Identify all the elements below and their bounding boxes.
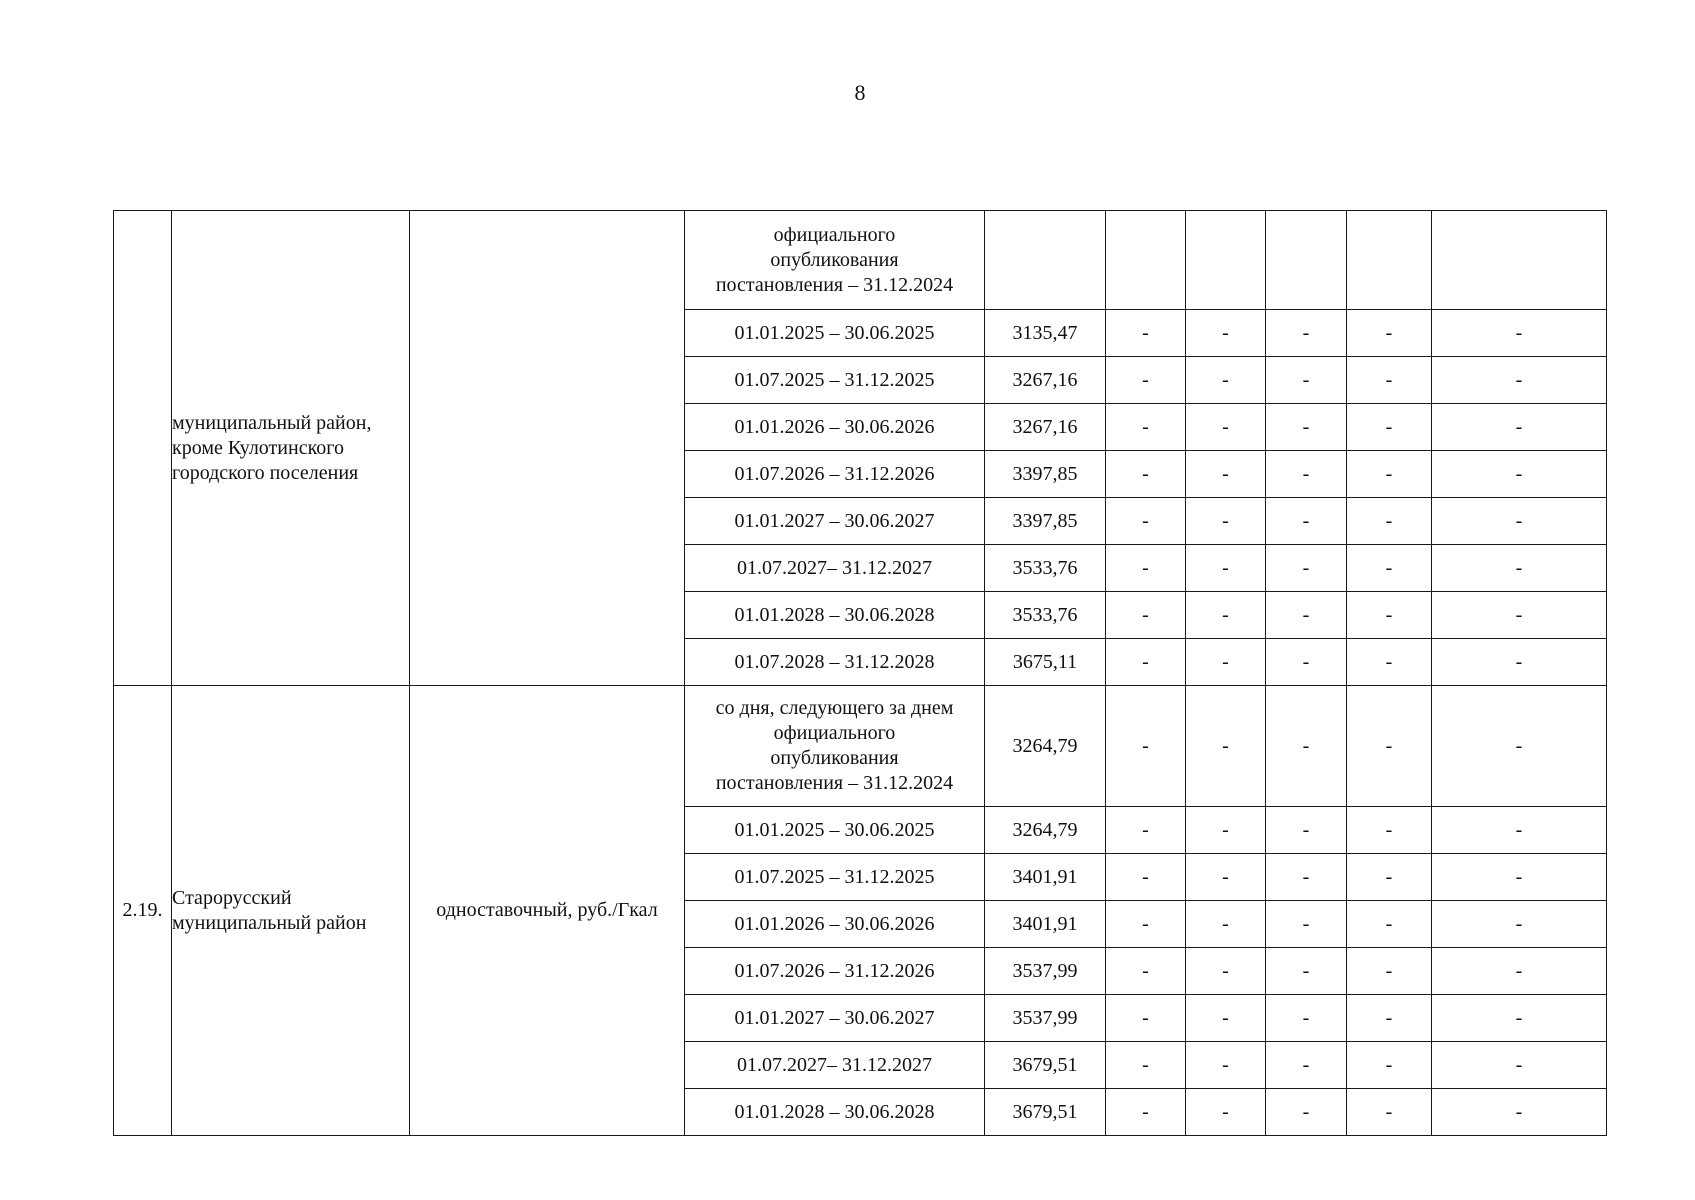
- dash-cell: -: [1347, 948, 1432, 995]
- dash-cell: -: [1266, 901, 1347, 948]
- period-cell: 01.07.2027– 31.12.2027: [685, 1042, 985, 1089]
- row-number-cell: [114, 211, 172, 686]
- dash-cell: -: [1347, 686, 1432, 807]
- dash-cell: -: [1106, 901, 1186, 948]
- table-row: [114, 211, 1607, 310]
- dash-cell: -: [1186, 1042, 1266, 1089]
- period-line: опубликования: [770, 747, 899, 769]
- value-cell: 3675,11: [985, 639, 1106, 686]
- section-prev: [114, 211, 1607, 686]
- period-line: опубликования: [770, 248, 899, 271]
- dash-cell: -: [1347, 545, 1432, 592]
- dash-cell: -: [1266, 1042, 1347, 1089]
- dash-cell: -: [1432, 639, 1607, 686]
- period-line: официального: [773, 722, 896, 744]
- dash-cell: -: [1432, 592, 1607, 639]
- dash-cell: -: [1186, 357, 1266, 404]
- period-line: официального: [773, 223, 896, 246]
- dash-cell: -: [1432, 948, 1607, 995]
- dash-cell: -: [1186, 451, 1266, 498]
- dash-cell: -: [1432, 854, 1607, 901]
- period-cell: 01.07.2025 – 31.12.2025: [685, 357, 985, 404]
- dash-cell: -: [1106, 854, 1186, 901]
- period-cell: 01.01.2026 – 30.06.2026: [685, 404, 985, 451]
- territory-line: кроме Кулотинского: [172, 436, 344, 459]
- period-cell: 01.07.2025 – 31.12.2025: [685, 854, 985, 901]
- dash-cell: -: [1266, 357, 1347, 404]
- dash-cell: -: [1266, 807, 1347, 854]
- dash-cell: -: [1432, 807, 1607, 854]
- period-cell: 01.01.2027 – 30.06.2027: [685, 498, 985, 545]
- period-line: постановления – 31.12.2024: [715, 273, 954, 296]
- section-2-19: [114, 686, 1607, 1136]
- dash-cell: -: [1186, 639, 1266, 686]
- period-cell: 01.01.2025 – 30.06.2025: [685, 807, 985, 854]
- value-cell: 3401,91: [985, 854, 1106, 901]
- value-cell: 3401,91: [985, 901, 1106, 948]
- period-cell: 01.07.2026 – 31.12.2026: [685, 948, 985, 995]
- dash-cell: -: [1266, 310, 1347, 357]
- dash-cell: -: [1432, 357, 1607, 404]
- value-cell: [985, 211, 1106, 310]
- dash-cell: -: [1266, 498, 1347, 545]
- dash-cell: -: [1432, 545, 1607, 592]
- dash-cell: -: [1432, 498, 1607, 545]
- value-cell: 3264,79: [985, 686, 1106, 807]
- dash-cell: -: [1106, 310, 1186, 357]
- dash-cell: -: [1186, 545, 1266, 592]
- dash-cell: -: [1106, 686, 1186, 807]
- dash-cell: -: [1432, 1042, 1607, 1089]
- dash-cell: -: [1106, 1042, 1186, 1089]
- dash-cell: -: [1347, 901, 1432, 948]
- value-cell: 3267,16: [985, 357, 1106, 404]
- dash-cell: -: [1266, 451, 1347, 498]
- dash-cell: -: [1432, 451, 1607, 498]
- dash-cell: -: [1266, 404, 1347, 451]
- value-cell: 3533,76: [985, 592, 1106, 639]
- value-cell: 3267,16: [985, 404, 1106, 451]
- dash-cell: -: [1186, 995, 1266, 1042]
- dash-cell: [1266, 211, 1347, 310]
- dash-cell: [1432, 211, 1607, 310]
- dash-cell: -: [1347, 592, 1432, 639]
- dash-cell: -: [1347, 451, 1432, 498]
- dash-cell: -: [1347, 498, 1432, 545]
- dash-cell: -: [1106, 451, 1186, 498]
- dash-cell: -: [1347, 854, 1432, 901]
- dash-cell: -: [1347, 1042, 1432, 1089]
- dash-cell: [1347, 211, 1432, 310]
- value-cell: 3537,99: [985, 995, 1106, 1042]
- dash-cell: -: [1186, 807, 1266, 854]
- dash-cell: -: [1106, 498, 1186, 545]
- dash-cell: -: [1266, 1089, 1347, 1136]
- period-cell: 01.01.2026 – 30.06.2026: [685, 901, 985, 948]
- territory-line: городского поселения: [172, 461, 359, 484]
- value-cell: 3533,76: [985, 545, 1106, 592]
- dash-cell: -: [1432, 901, 1607, 948]
- dash-cell: -: [1266, 995, 1347, 1042]
- dash-cell: -: [1186, 498, 1266, 545]
- dash-cell: -: [1106, 807, 1186, 854]
- period-cell: 01.07.2026 – 31.12.2026: [685, 451, 985, 498]
- row-number-cell: 2.19.: [114, 686, 172, 1136]
- dash-cell: -: [1106, 404, 1186, 451]
- dash-cell: -: [1106, 545, 1186, 592]
- dash-cell: -: [1347, 807, 1432, 854]
- territory-cell: [172, 686, 410, 1136]
- value-cell: 3679,51: [985, 1089, 1106, 1136]
- dash-cell: -: [1266, 545, 1347, 592]
- dash-cell: -: [1186, 404, 1266, 451]
- dash-cell: -: [1186, 310, 1266, 357]
- dash-cell: [1186, 211, 1266, 310]
- value-cell: 3537,99: [985, 948, 1106, 995]
- dash-cell: -: [1432, 995, 1607, 1042]
- value-cell: 3679,51: [985, 1042, 1106, 1089]
- period-line: со дня, следующего за днем: [715, 697, 954, 719]
- dash-cell: -: [1106, 357, 1186, 404]
- territory-line: Старорусский: [172, 886, 292, 909]
- dash-cell: -: [1266, 948, 1347, 995]
- dash-cell: -: [1432, 1089, 1607, 1136]
- dash-cell: [1106, 211, 1186, 310]
- dash-cell: -: [1266, 686, 1347, 807]
- territory-line: муниципальный район: [172, 911, 367, 934]
- tariff-table: [113, 210, 1607, 1136]
- dash-cell: -: [1186, 592, 1266, 639]
- period-cell: 01.01.2028 – 30.06.2028: [685, 1089, 985, 1136]
- period-cell: 01.01.2028 – 30.06.2028: [685, 592, 985, 639]
- period-cell: [685, 211, 985, 310]
- dash-cell: -: [1106, 1089, 1186, 1136]
- dash-cell: -: [1106, 639, 1186, 686]
- period-cell: 01.07.2027– 31.12.2027: [685, 545, 985, 592]
- period-cell: 01.07.2028 – 31.12.2028: [685, 639, 985, 686]
- page-number: 8: [854, 80, 866, 105]
- value-cell: 3264,79: [985, 807, 1106, 854]
- tariff-type-cell: [410, 211, 685, 686]
- dash-cell: -: [1347, 404, 1432, 451]
- dash-cell: -: [1106, 995, 1186, 1042]
- period-cell: [685, 686, 985, 807]
- period-line: постановления – 31.12.2024: [715, 772, 954, 794]
- period-cell: 01.01.2027 – 30.06.2027: [685, 995, 985, 1042]
- dash-cell: -: [1186, 948, 1266, 995]
- value-cell: 3397,85: [985, 451, 1106, 498]
- table-row: [114, 686, 1607, 807]
- dash-cell: -: [1106, 592, 1186, 639]
- territory-cell: [172, 211, 410, 686]
- dash-cell: -: [1347, 995, 1432, 1042]
- value-cell: 3397,85: [985, 498, 1106, 545]
- dash-cell: -: [1347, 310, 1432, 357]
- dash-cell: -: [1186, 686, 1266, 807]
- tariff-type-cell: одноставочный, руб./Гкал: [410, 686, 685, 1136]
- dash-cell: -: [1266, 592, 1347, 639]
- dash-cell: -: [1347, 357, 1432, 404]
- value-cell: 3135,47: [985, 310, 1106, 357]
- dash-cell: -: [1432, 310, 1607, 357]
- dash-cell: -: [1186, 1089, 1266, 1136]
- dash-cell: -: [1266, 854, 1347, 901]
- dash-cell: -: [1106, 948, 1186, 995]
- dash-cell: -: [1347, 1089, 1432, 1136]
- dash-cell: -: [1432, 686, 1607, 807]
- dash-cell: -: [1347, 639, 1432, 686]
- territory-line: муниципальный район,: [172, 411, 372, 434]
- period-cell: 01.01.2025 – 30.06.2025: [685, 310, 985, 357]
- dash-cell: -: [1186, 854, 1266, 901]
- dash-cell: -: [1186, 901, 1266, 948]
- dash-cell: -: [1266, 639, 1347, 686]
- dash-cell: -: [1432, 404, 1607, 451]
